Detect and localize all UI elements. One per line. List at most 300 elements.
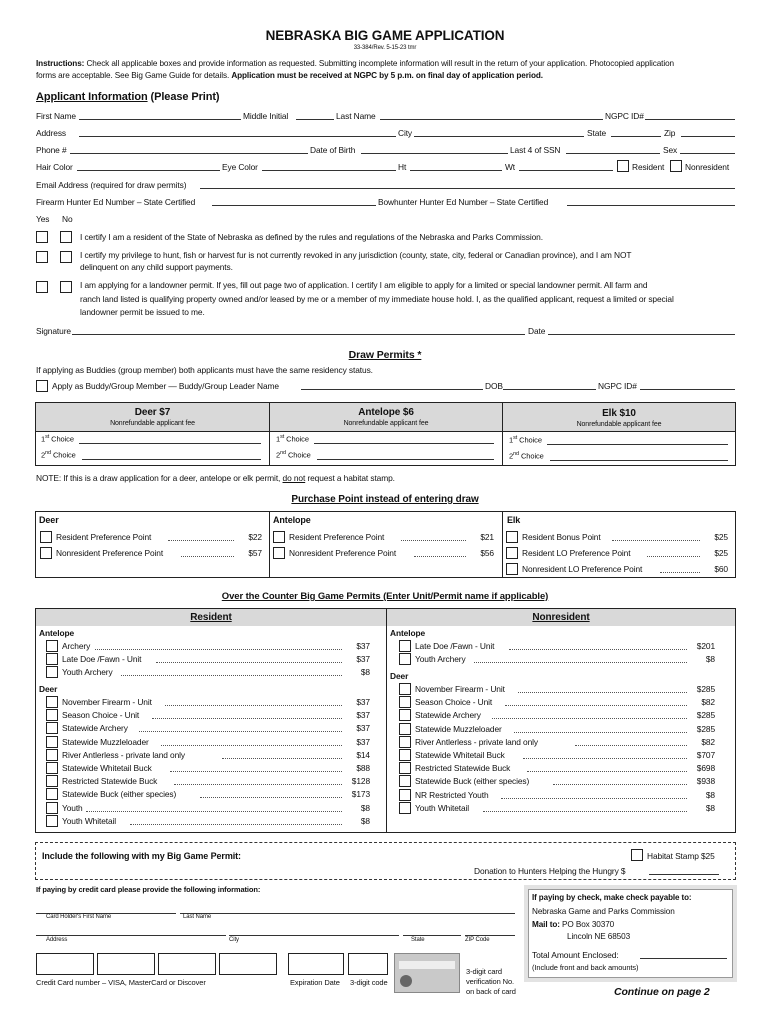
- ordinal: 2: [276, 450, 281, 460]
- antelope-second-choice-field[interactable]: [317, 459, 494, 460]
- card-number-group-1[interactable]: [97, 953, 155, 975]
- non-deer-8-entry-line[interactable]: [501, 798, 687, 799]
- non-deer-8-price: $8: [705, 789, 715, 800]
- cardholder-last-field[interactable]: [180, 913, 515, 914]
- ordinal-suffix: nd: [45, 450, 51, 456]
- non-deer-0-entry-line[interactable]: [518, 692, 687, 693]
- cvv-note-2: verification No.: [466, 977, 515, 986]
- non-deer-7-label: Statewide Buck (either species): [415, 776, 530, 787]
- deer-fee-note: Nonrefundable applicant fee: [110, 420, 195, 427]
- check-mail-label: Mail to:: [532, 920, 560, 929]
- res-deer-2-label: Statewide Archery: [62, 723, 128, 734]
- ordinal-suffix: st: [513, 435, 518, 441]
- first-name-field[interactable]: [79, 119, 241, 120]
- expiration-box[interactable]: [288, 953, 344, 975]
- ssn-label: Last 4 of SSN: [510, 145, 561, 155]
- address-field[interactable]: [79, 136, 396, 137]
- antelope-fee-note: Nonrefundable applicant fee: [343, 420, 429, 427]
- res-antelope-1-entry-line[interactable]: [156, 662, 342, 663]
- res-deer-1-price: $37: [356, 710, 370, 721]
- include-label: Include the following with my Big Game Permit:: [42, 851, 241, 861]
- purchase-antelope-0-label: Resident Preference Point: [289, 532, 385, 542]
- deer-second-choice-field[interactable]: [82, 459, 261, 460]
- deer-second-choice-label: [41, 450, 76, 460]
- purchase-elk-2-label: Nonresident LO Preference Point: [522, 564, 643, 574]
- card-number-group-3[interactable]: [219, 953, 277, 975]
- res-antelope-2-entry-line[interactable]: [121, 675, 342, 676]
- buddy-ngpc-field[interactable]: [640, 389, 735, 390]
- sex-field[interactable]: [680, 153, 735, 154]
- hair-field[interactable]: [77, 170, 220, 171]
- res-deer-4-checkbox[interactable]: [46, 749, 58, 761]
- page-title: NEBRASKA BIG GAME APPLICATION: [265, 28, 505, 43]
- res-antelope-2-checkbox[interactable]: [46, 666, 58, 678]
- yes-header: Yes: [36, 214, 50, 224]
- total-enclosed-field[interactable]: [640, 958, 727, 959]
- res-deer-1-checkbox[interactable]: [46, 709, 58, 721]
- elk-first-choice-label: [509, 435, 542, 445]
- res-antelope-0-label: Archery: [62, 641, 91, 651]
- cert2-no-checkbox[interactable]: [60, 251, 72, 263]
- weight-label: Wt: [505, 162, 516, 172]
- purchase-deer-1-label: Nonresident Preference Point: [56, 548, 164, 558]
- res-deer-0-price: $37: [356, 697, 370, 707]
- res-deer-3-entry-line[interactable]: [161, 745, 342, 746]
- phone-field[interactable]: [70, 153, 308, 154]
- choice-word: Choice: [286, 450, 311, 460]
- first-name-label: First Name: [36, 111, 76, 121]
- ordinal-suffix: nd: [280, 450, 286, 456]
- draw-note-text-a: NOTE: If this is a draw application for a deer, antelope or elk permit,: [36, 473, 281, 483]
- instructions-text: Check all applicable boxes and provide information as requested. Submitting incomplete information will result in the return of your application. Photocopied application: [86, 59, 674, 68]
- date-label: Date: [528, 326, 546, 336]
- otc-divider: [386, 608, 387, 833]
- res-deer-1-entry-line[interactable]: [152, 718, 342, 719]
- non-deer-7-checkbox[interactable]: [399, 775, 411, 787]
- cvv-note-1: 3-digit card: [466, 967, 502, 976]
- include-section: [35, 842, 736, 880]
- cardholder-first-label: Card Holder's First Name: [46, 914, 112, 920]
- non-deer-9-label: Youth Whitetail: [415, 802, 470, 813]
- purchase-antelope-1-checkbox[interactable]: [273, 547, 285, 559]
- card-state-field[interactable]: [403, 935, 461, 936]
- purchase-elk-2-price: $60: [714, 564, 728, 574]
- res-deer-9-checkbox[interactable]: [46, 815, 58, 827]
- total-enclosed-label: Total Amount Enclosed:: [532, 950, 619, 960]
- card-back-image: [394, 953, 460, 993]
- purchase-divider-1: [269, 511, 270, 578]
- res-deer-3-price: $37: [356, 736, 370, 747]
- non-deer-0-checkbox[interactable]: [399, 683, 411, 695]
- purchase-elk-0-entry-line[interactable]: [612, 540, 700, 541]
- res-antelope-heading: Antelope: [39, 628, 75, 638]
- non-deer-4-label: River Antlerless - private land only: [415, 736, 539, 747]
- non-deer-1-entry-line[interactable]: [505, 705, 687, 706]
- address-label: Address: [36, 128, 67, 138]
- ordinal: 2: [509, 451, 514, 461]
- purchase-antelope-0-entry-line[interactable]: [401, 540, 466, 541]
- res-deer-9-label: Youth Whitetail: [62, 815, 117, 826]
- res-antelope-1-checkbox[interactable]: [46, 653, 58, 665]
- applicant-title: Applicant Information: [36, 91, 148, 103]
- draw-note-text-b: request a habitat stamp.: [307, 473, 395, 483]
- deer-first-choice-label: [41, 434, 74, 444]
- cert1-text: I certify I am a resident of the State of Nebraska as defined by the rules and regulations of the Nebraska and Parks Commission.: [80, 232, 543, 242]
- purchase-elk-2-checkbox[interactable]: [506, 563, 518, 575]
- non-deer-3-entry-line[interactable]: [514, 732, 687, 733]
- firearm-field[interactable]: [212, 205, 376, 206]
- donation-label: Donation to Hunters Helping the Hungry $: [474, 866, 626, 876]
- instructions-deadline: Application must be received at NGPC by 5 p.m. on final day of application period.: [231, 71, 543, 80]
- ssn-field[interactable]: [566, 153, 660, 154]
- res-deer-8-checkbox[interactable]: [46, 802, 58, 814]
- state-field[interactable]: [611, 136, 661, 137]
- non-deer-9-checkbox[interactable]: [399, 802, 411, 814]
- non-deer-5-label: Statewide Whitetail Buck: [415, 750, 505, 760]
- non-deer-5-entry-line[interactable]: [523, 758, 687, 759]
- choice-word: Choice: [49, 434, 74, 444]
- antelope-first-choice-label: [276, 434, 309, 444]
- instructions-line1: [36, 59, 674, 68]
- cvv-label: 3-digit code: [350, 978, 388, 987]
- purchase-elk-0-label: Resident Bonus Point: [522, 532, 601, 542]
- resident-checkbox[interactable]: [617, 160, 629, 172]
- res-deer-2-price: $37: [356, 723, 370, 734]
- non-deer-3-label: Statewide Muzzleloader: [415, 723, 502, 734]
- card-city-field[interactable]: [229, 935, 399, 936]
- ordinal: 1: [41, 434, 46, 444]
- total-enclosed-note: (Include front and back amounts): [532, 963, 639, 972]
- purchase-elk-2-entry-line[interactable]: [660, 572, 700, 573]
- firearm-label: Firearm Hunter Ed Number – State Certified: [36, 197, 196, 207]
- purchase-elk-1-checkbox[interactable]: [506, 547, 518, 559]
- card-number-group-2[interactable]: [158, 953, 216, 975]
- draw-note: [36, 473, 395, 483]
- res-deer-0-checkbox[interactable]: [46, 696, 58, 708]
- non-deer-6-label: Restricted Statewide Buck: [415, 763, 511, 774]
- date-field[interactable]: [548, 334, 735, 335]
- purchase-elk-1-entry-line[interactable]: [647, 556, 700, 557]
- buddy-note: If applying as Buddies (group member) both applicants must have the same residency status.: [36, 365, 373, 375]
- elk-first-choice-field[interactable]: [547, 444, 728, 445]
- height-field[interactable]: [410, 170, 502, 171]
- otc-nonresident-header: Nonresident: [532, 612, 590, 623]
- res-deer-4-label: River Antlerless - private land only: [62, 749, 186, 760]
- instructions-label: Instructions:: [36, 59, 85, 68]
- resident-label: Resident: [632, 162, 665, 172]
- weight-field[interactable]: [519, 170, 613, 171]
- eye-label: Eye Color: [222, 162, 258, 172]
- non-deer-7-price: $938: [696, 776, 715, 787]
- non-deer-0-label: November Firearm - Unit: [415, 684, 505, 694]
- purchase-divider-2: [502, 511, 503, 578]
- check-city: Lincoln NE 68503: [567, 932, 631, 941]
- card-zip-field[interactable]: [465, 935, 515, 936]
- elk-second-choice-field[interactable]: [550, 460, 728, 461]
- buddy-label: Apply as Buddy/Group Member — Buddy/Group Leader Name: [52, 381, 279, 391]
- otc-resident-header: Resident: [190, 612, 232, 623]
- res-deer-5-label: Statewide Whitetail Buck: [62, 763, 152, 773]
- card-city-label: City: [229, 937, 239, 943]
- cert3-yes-checkbox[interactable]: [36, 281, 48, 293]
- eye-field[interactable]: [262, 170, 396, 171]
- cardholder-last-label: Last Name: [183, 914, 212, 920]
- buddy-dob-field[interactable]: [503, 389, 596, 390]
- non-antelope-1-price: $8: [705, 654, 715, 664]
- non-deer-6-checkbox[interactable]: [399, 762, 411, 774]
- non-deer-3-checkbox[interactable]: [399, 723, 411, 735]
- form-number: 33-384/Rev. 5-15-23 tmr: [353, 45, 417, 51]
- res-deer-8-label: Youth: [62, 802, 83, 813]
- email-label: Email Address (required for draw permits): [36, 180, 187, 190]
- non-deer-2-label: Statewide Archery: [415, 710, 481, 721]
- deer-draw-header: Deer $7: [134, 407, 171, 418]
- elk-second-choice-label: [509, 451, 544, 461]
- non-deer-6-price: $698: [696, 763, 715, 774]
- last-name-field[interactable]: [380, 119, 603, 120]
- res-deer-heading: Deer: [39, 684, 58, 694]
- non-deer-0-price: $285: [696, 684, 715, 694]
- draw-permits-title: Draw Permits *: [348, 349, 422, 361]
- antelope-first-choice-field[interactable]: [314, 443, 494, 444]
- cert1-yes-checkbox[interactable]: [36, 231, 48, 243]
- signature-field[interactable]: [72, 334, 525, 335]
- res-deer-0-label: November Firearm - Unit: [62, 697, 152, 707]
- choice-word: Choice: [517, 435, 542, 445]
- res-deer-6-price: $128: [351, 776, 370, 787]
- zip-field[interactable]: [681, 136, 735, 137]
- res-deer-3-checkbox[interactable]: [46, 736, 58, 748]
- cert2-text1: I certify my privilege to hunt, fish or harvest fur is not currently revoked in any jurisdiction (county, state, city, federal or Canadian province), and I am NOT: [80, 250, 632, 260]
- non-deer-9-price: $8: [705, 802, 715, 813]
- draw-table-header-rule: [36, 431, 735, 432]
- card-address-field[interactable]: [36, 935, 226, 936]
- non-deer-2-checkbox[interactable]: [399, 709, 411, 721]
- cert3-text2: ranch land listed is qualifying property owned and/or leased by me or a member of my immediate house hold. I, as the qualified applicant, request a limited or special: [80, 294, 674, 304]
- habitat-stamp-checkbox[interactable]: [631, 849, 643, 861]
- ordinal: 2: [41, 450, 46, 460]
- purchase-deer-0-entry-line[interactable]: [168, 540, 234, 541]
- zip-label: Zip: [664, 128, 676, 138]
- res-deer-1-label: Season Choice - Unit: [62, 710, 140, 721]
- res-deer-2-checkbox[interactable]: [46, 722, 58, 734]
- ordinal-suffix: st: [45, 434, 50, 440]
- non-deer-4-price: $82: [701, 736, 715, 747]
- non-deer-5-checkbox[interactable]: [399, 749, 411, 761]
- res-deer-9-price: $8: [360, 815, 370, 826]
- res-deer-9-entry-line[interactable]: [130, 824, 342, 825]
- otc-title: Over the Counter Big Game Permits (Enter Unit/Permit name if applicable): [221, 591, 549, 602]
- antelope-second-choice-label: [276, 450, 311, 460]
- non-deer-1-checkbox[interactable]: [399, 696, 411, 708]
- non-antelope-0-price: $201: [696, 641, 715, 651]
- cvv-box[interactable]: [348, 953, 388, 975]
- buddy-leader-field[interactable]: [301, 389, 483, 390]
- ordinal: 1: [509, 435, 514, 445]
- buddy-dob-label: DOB: [485, 381, 503, 391]
- purchase-elk-header: Elk: [507, 515, 521, 525]
- purchase-deer-header: Deer: [39, 515, 59, 525]
- res-deer-7-checkbox[interactable]: [46, 788, 58, 800]
- state-label: State: [587, 128, 607, 138]
- middle-initial-field[interactable]: [296, 119, 334, 120]
- purchase-deer-1-checkbox[interactable]: [40, 547, 52, 559]
- antelope-draw-header: Antelope $6: [358, 407, 414, 418]
- choice-word: Choice: [519, 451, 544, 461]
- purchase-elk-0-checkbox[interactable]: [506, 531, 518, 543]
- purchase-deer-1-entry-line[interactable]: [181, 556, 234, 557]
- draw-note-emphasis: do not: [282, 473, 306, 483]
- purchase-elk-0-price: $25: [714, 532, 728, 542]
- card-number-label: Credit Card number – VISA, MasterCard or Discover: [36, 978, 206, 987]
- ngpc-id-field[interactable]: [645, 119, 735, 120]
- elk-draw-header: Elk $10: [602, 408, 636, 419]
- cert3-no-checkbox[interactable]: [60, 281, 72, 293]
- non-antelope-1-entry-line[interactable]: [474, 662, 687, 663]
- res-antelope-1-label: Late Doe /Fawn - Unit: [62, 654, 142, 664]
- last-name-label: Last Name: [336, 111, 376, 121]
- check-mail: [532, 920, 614, 929]
- cert2-text2: delinquent on any child support payments.: [80, 262, 233, 272]
- non-deer-9-entry-line[interactable]: [483, 811, 687, 812]
- check-po: PO Box 30370: [562, 920, 615, 929]
- nonresident-checkbox[interactable]: [670, 160, 682, 172]
- card-number-group-0[interactable]: [36, 953, 94, 975]
- non-antelope-1-checkbox[interactable]: [399, 653, 411, 665]
- non-deer-8-label: NR Restricted Youth: [415, 789, 489, 800]
- res-deer-5-entry-line[interactable]: [170, 771, 342, 772]
- ngpc-id-label: NGPC ID#: [605, 111, 644, 121]
- applicant-subtitle: (Please Print): [150, 91, 220, 103]
- res-deer-7-entry-line[interactable]: [200, 797, 342, 798]
- non-deer-1-label: Season Choice - Unit: [415, 697, 493, 708]
- non-deer-7-entry-line[interactable]: [553, 784, 687, 785]
- card-zip-label: ZIP Code: [465, 937, 490, 943]
- instructions-line2: [36, 71, 543, 80]
- purchase-elk-1-label: Resident LO Preference Point: [522, 548, 631, 558]
- non-deer-3-price: $285: [696, 723, 715, 734]
- ordinal-suffix: nd: [513, 451, 519, 457]
- non-deer-8-checkbox[interactable]: [399, 789, 411, 801]
- non-antelope-0-entry-line[interactable]: [509, 649, 687, 650]
- non-antelope-0-checkbox[interactable]: [399, 640, 411, 652]
- cert1-no-checkbox[interactable]: [60, 231, 72, 243]
- res-deer-6-entry-line[interactable]: [174, 784, 342, 785]
- city-label: City: [398, 128, 413, 138]
- purchase-deer-1-price: $57: [248, 548, 262, 558]
- purchase-antelope-1-price: $56: [480, 548, 494, 558]
- purchase-antelope-header: Antelope: [273, 515, 311, 525]
- res-deer-7-label: Statewide Buck (either species): [62, 789, 177, 800]
- purchase-antelope-1-label: Nonresident Preference Point: [289, 548, 397, 558]
- signature-label: Signature: [36, 326, 71, 336]
- donation-field[interactable]: [649, 874, 719, 875]
- purchase-deer-0-checkbox[interactable]: [40, 531, 52, 543]
- purchase-deer-0-price: $22: [248, 532, 262, 542]
- buddy-checkbox[interactable]: [36, 380, 48, 392]
- ordinal-suffix: st: [280, 434, 285, 440]
- check-heading: If paying by check, make check payable to:: [532, 893, 692, 902]
- non-deer-heading: Deer: [390, 671, 409, 681]
- non-deer-4-entry-line[interactable]: [575, 745, 687, 746]
- city-field[interactable]: [414, 136, 584, 137]
- non-deer-2-entry-line[interactable]: [492, 718, 687, 719]
- cvv-note-3: on back of card: [466, 987, 516, 996]
- card-address-label: Address: [46, 937, 68, 943]
- purchase-antelope-0-checkbox[interactable]: [273, 531, 285, 543]
- hair-label: Hair Color: [36, 162, 73, 172]
- middle-initial-label: Middle Initial: [243, 111, 289, 121]
- cert2-yes-checkbox[interactable]: [36, 251, 48, 263]
- no-header: No: [62, 214, 73, 224]
- res-deer-4-entry-line[interactable]: [222, 758, 342, 759]
- dob-label: Date of Birth: [310, 145, 356, 155]
- purchase-deer-0-label: Resident Preference Point: [56, 532, 152, 542]
- nonresident-label: Nonresident: [685, 162, 730, 172]
- purchase-point-title: Purchase Point instead of entering draw: [291, 494, 479, 505]
- non-deer-2-price: $285: [696, 710, 715, 721]
- check-payee: Nebraska Game and Parks Commission: [532, 907, 675, 916]
- cert3-text3: landowner permit be issued to me.: [80, 307, 205, 317]
- non-deer-5-price: $707: [696, 750, 715, 760]
- continue-footer: Continue on page 2: [614, 986, 710, 998]
- habitat-stamp-label: Habitat Stamp $25: [647, 851, 715, 861]
- non-deer-1-price: $82: [701, 697, 715, 708]
- bowhunter-label: Bowhunter Hunter Ed Number – State Certified: [378, 197, 549, 207]
- phone-label: Phone #: [36, 145, 67, 155]
- non-antelope-1-label: Youth Archery: [415, 654, 466, 664]
- expiration-label: Expiration Date: [290, 978, 340, 987]
- res-deer-6-label: Restricted Statewide Buck: [62, 776, 158, 787]
- sex-label: Sex: [663, 145, 678, 155]
- non-antelope-0-label: Late Doe /Fawn - Unit: [415, 641, 495, 651]
- non-deer-4-checkbox[interactable]: [399, 736, 411, 748]
- purchase-antelope-0-price: $21: [480, 532, 494, 542]
- card-signature-strip: [399, 961, 455, 969]
- res-antelope-0-price: $37: [356, 641, 370, 651]
- ordinal: 1: [276, 434, 281, 444]
- height-label: Ht: [398, 162, 407, 172]
- choice-word: Choice: [51, 450, 76, 460]
- res-deer-7-price: $173: [351, 789, 370, 800]
- dob-field[interactable]: [361, 153, 508, 154]
- res-deer-0-entry-line[interactable]: [165, 705, 342, 706]
- res-deer-6-checkbox[interactable]: [46, 775, 58, 787]
- bowhunter-field[interactable]: [567, 205, 735, 206]
- instructions-text2: forms are acceptable. See Big Game Guide for details.: [36, 71, 230, 80]
- non-antelope-heading: Antelope: [390, 628, 426, 638]
- deer-first-choice-field[interactable]: [79, 443, 261, 444]
- non-deer-6-entry-line[interactable]: [527, 771, 687, 772]
- res-antelope-0-checkbox[interactable]: [46, 640, 58, 652]
- res-deer-5-checkbox[interactable]: [46, 762, 58, 774]
- res-deer-8-price: $8: [360, 802, 370, 813]
- email-field[interactable]: [200, 188, 735, 189]
- purchase-elk-1-price: $25: [714, 548, 728, 558]
- cert3-text1: I am applying for a landowner permit. If yes, fill out page two of application. I certify I am eligible to apply for a limited or special landowner permit. All farm and: [80, 280, 648, 290]
- applicant-heading: [36, 91, 219, 103]
- card-logo-icon: [400, 975, 412, 987]
- res-deer-2-entry-line[interactable]: [139, 731, 342, 732]
- res-deer-8-entry-line[interactable]: [86, 811, 342, 812]
- res-antelope-2-price: $8: [360, 667, 370, 677]
- purchase-antelope-1-entry-line[interactable]: [414, 556, 466, 557]
- res-deer-3-label: Statewide Muzzleloader: [62, 736, 149, 747]
- res-antelope-0-entry-line[interactable]: [95, 649, 342, 650]
- res-antelope-1-price: $37: [356, 654, 370, 664]
- res-deer-4-price: $14: [356, 749, 370, 760]
- res-antelope-2-label: Youth Archery: [62, 667, 113, 677]
